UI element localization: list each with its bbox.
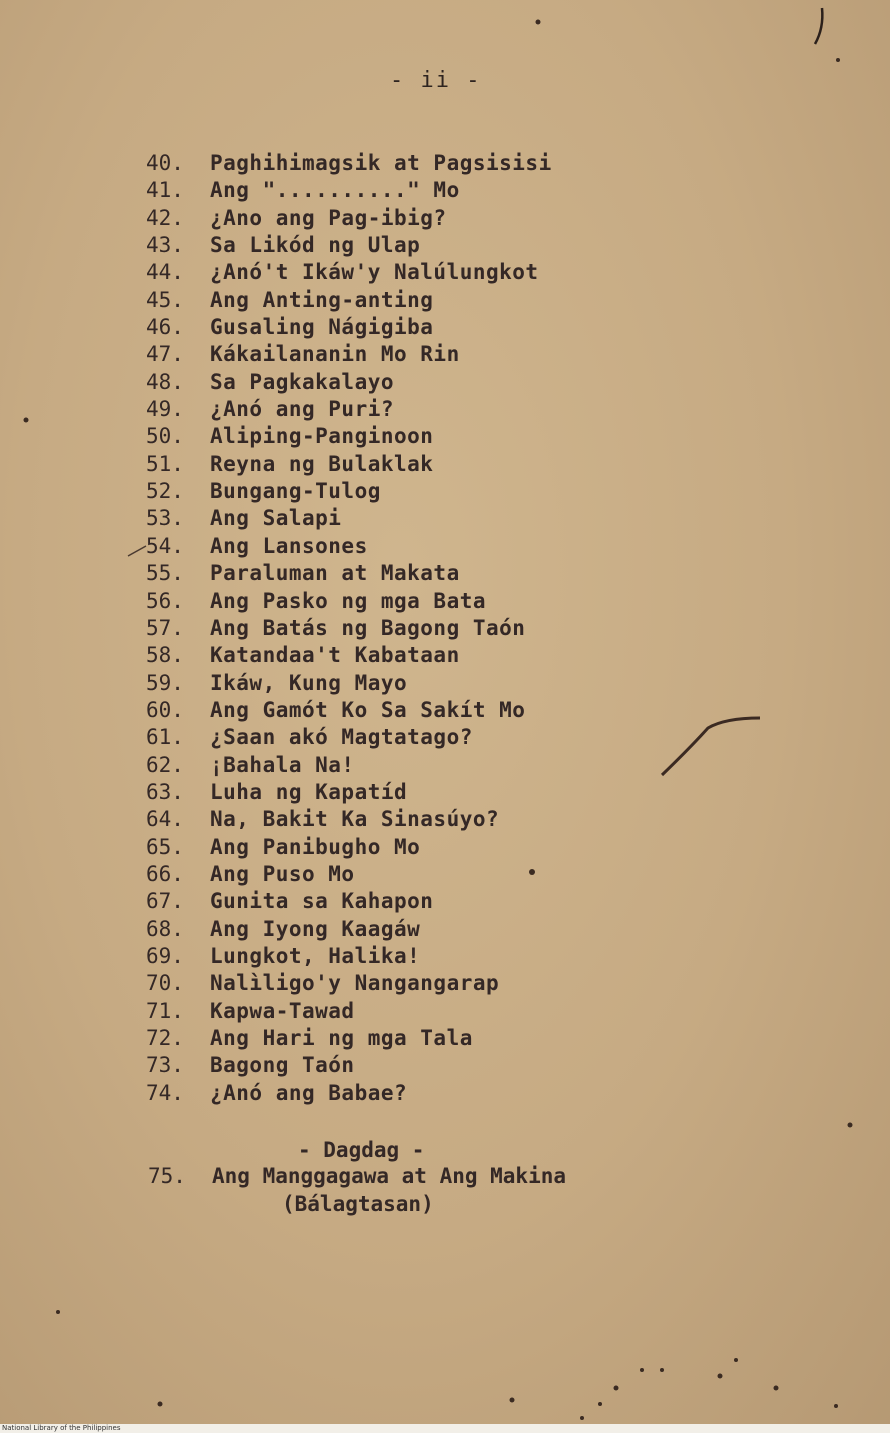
toc-entry-title: Paraluman at Makata (210, 561, 460, 586)
toc-entry-title: Sa Likód ng Ulap (210, 233, 421, 258)
ink-spot (158, 1402, 163, 1407)
toc-entry-number: 69. (146, 943, 184, 968)
ink-spot (834, 1404, 838, 1408)
pencil-tick-mark (128, 546, 146, 556)
toc-entry-title: Ang Gamót Ko Sa Sakít Mo (210, 697, 526, 722)
ink-spot (529, 869, 535, 875)
toc-entry-title: Gunita sa Kahapon (210, 889, 434, 914)
toc-entry-number: 57. (146, 615, 184, 640)
toc-entry-title: Ang Pasko ng mga Bata (210, 588, 487, 613)
toc-entry-title: ¿Anó ang Babae? (210, 1080, 408, 1105)
toc-entry-title: Bungang-Tulog (210, 479, 381, 504)
toc-entry-title: ¿Saan akó Magtatago? (210, 725, 473, 750)
toc-entry-number: 41. (146, 178, 184, 203)
toc-entry-number: 51. (146, 451, 184, 476)
toc-entry-title: Ang Lansones (210, 533, 368, 558)
toc-entry-number: 63. (146, 779, 184, 804)
toc-entry-title: Lungkot, Halika! (210, 943, 421, 968)
toc-entry-number: 66. (146, 861, 184, 886)
toc-entry-title: Ang Hari ng mga Tala (210, 1026, 473, 1050)
toc-entry-title: Nalìligo'y Nangangarap (210, 971, 500, 996)
toc-entry-number: 42. (146, 205, 184, 230)
toc-entry-title: Sa Pagkakalayo (210, 369, 395, 394)
toc-entry-number: 49. (146, 397, 184, 422)
toc-entry-number: 68. (146, 916, 184, 941)
corner-pen-mark (815, 8, 822, 44)
toc-entry-number: 56. (146, 588, 184, 613)
toc-entry-title: Ang Batás ng Bagong Taón (210, 615, 526, 640)
library-credit: National Library of the Philippines (2, 1424, 121, 1432)
ink-spot (660, 1368, 664, 1372)
toc-entry-number: 74. (146, 1080, 184, 1105)
toc-entry-title: Bagong Taón (210, 1053, 355, 1078)
toc-entry-number: 61. (146, 725, 184, 750)
appendix-entry-subtitle: (Bálagtasan) (282, 1192, 434, 1216)
toc-entry-number: 44. (146, 260, 184, 285)
toc-entry-title: Ang Iyong Kaagáw (210, 916, 421, 941)
toc-entry-title: ¡Bahala Na! (210, 752, 355, 777)
toc-entry-number: 71. (146, 998, 184, 1023)
toc-entry-number: 43. (146, 233, 184, 258)
toc-entry-title: Ikáw, Kung Mayo (210, 670, 408, 695)
pencil-stroke-mark (662, 718, 760, 775)
ink-spot (640, 1368, 644, 1372)
toc-entry-number: 60. (146, 697, 184, 722)
toc-entry-title: Ang ".........." Mo (210, 178, 460, 203)
ink-spot (614, 1386, 619, 1391)
appendix-entry-title: Ang Manggagawa at Ang Makina (212, 1164, 567, 1188)
ink-spot (536, 20, 541, 25)
ink-spot (56, 1310, 60, 1314)
toc-entry-number: 46. (146, 315, 184, 340)
toc-entry-title: ¿Anó't Ikáw'y Nalúlungkot (210, 260, 539, 285)
toc-entry-number: 55. (146, 561, 184, 586)
toc-entry-title: Kapwa-Tawad (210, 998, 355, 1023)
toc-entry-number: 59. (146, 670, 184, 695)
toc-entry-number: 40. (146, 151, 184, 175)
toc-entry-title: ¿Ano ang Pag-ibig? (210, 205, 447, 230)
ink-spot (24, 418, 29, 423)
ink-spot (734, 1358, 738, 1362)
appendix-heading: - Dagdag - (298, 1138, 425, 1162)
ink-spot (510, 1398, 515, 1403)
ink-spot (848, 1123, 853, 1128)
toc-entry-title: Ang Panibugho Mo (210, 834, 421, 859)
toc-entry-number: 67. (146, 889, 184, 914)
toc-entry-title: Reyna ng Bulaklak (210, 451, 434, 476)
ink-spot (718, 1374, 723, 1379)
toc-entry-number: 54. (146, 533, 184, 558)
toc-entry-title: Na, Bakit Ka Sinasúyo? (210, 807, 500, 832)
toc-entry-number: 58. (146, 643, 184, 668)
toc-entry-number: 53. (146, 506, 184, 531)
footer-strip (0, 1424, 890, 1433)
toc-entry-title: Paghihimagsik at Pagsisisi (210, 151, 552, 175)
toc-entry-title: Ang Anting-anting (210, 287, 434, 312)
toc-entry-title: Kákailananin Mo Rin (210, 342, 460, 367)
toc-entry-number: 47. (146, 342, 184, 367)
ink-spot (836, 58, 840, 62)
toc-entry-title: Gusaling Nágigiba (210, 315, 434, 340)
toc-entry-number: 70. (146, 971, 184, 996)
toc-entry-title: ¿Anó ang Puri? (210, 397, 395, 422)
toc-entry-number: 50. (146, 424, 184, 449)
ink-spot (598, 1402, 602, 1406)
toc-entry-title: Ang Salapi (210, 506, 342, 531)
toc-entry-title: Katandaa't Kabataan (210, 643, 460, 668)
page-number: - ii - (390, 68, 482, 93)
ink-spot (580, 1416, 584, 1420)
toc-entry-number: 64. (146, 807, 184, 832)
toc-entry-title: Ang Puso Mo (210, 861, 355, 886)
toc-entry-number: 62. (146, 752, 184, 777)
toc-entry-title: Luha ng Kapatíd (210, 779, 408, 804)
ink-spot (774, 1386, 779, 1391)
appendix-entry-number: 75. (148, 1164, 186, 1188)
toc-entry-number: 48. (146, 369, 184, 394)
toc-entry-number: 72. (146, 1026, 184, 1050)
toc-entry-number: 73. (146, 1053, 184, 1078)
toc-entry-number: 45. (146, 287, 184, 312)
toc-entry-title: Aliping-Panginoon (210, 424, 434, 449)
toc-entry-number: 65. (146, 834, 184, 859)
toc-entry-number: 52. (146, 479, 184, 504)
